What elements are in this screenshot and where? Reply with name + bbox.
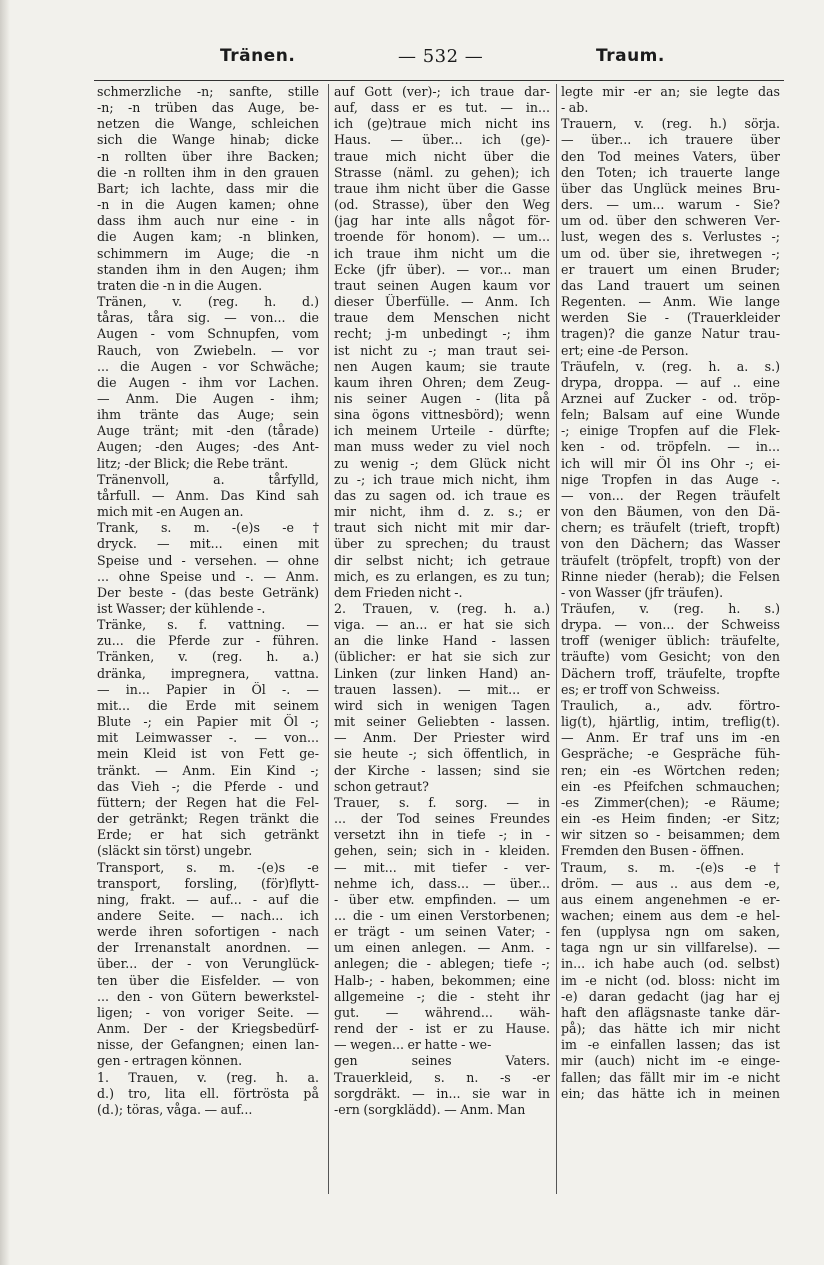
text-line: - ab.: [561, 100, 589, 116]
text-line: fallen; das fällt mir im -e nicht: [561, 1069, 780, 1085]
text-line: es; er troff von Schweiss.: [561, 681, 721, 697]
text-line: gehen, sein; sich in - kleiden.: [334, 843, 550, 859]
text-line: 1. Trauen, v. (reg. h. a.: [97, 1069, 319, 1085]
text-line: Gespräche; -e Gespräche füh-: [561, 746, 780, 762]
text-line: haft den aflägsnaste tanke där-: [561, 1004, 780, 1020]
text-line: die -n rollten ihm in den grauen: [97, 164, 319, 180]
text-line: ein -es Heim finden; -er Sitz;: [561, 811, 780, 827]
text-line: -n rollten über ihre Backen;: [97, 148, 319, 164]
text-line: traue mich nicht über die: [334, 148, 550, 164]
text-line: allgemeine -; die - steht ihr: [334, 988, 550, 1004]
text-line: dieser Überfülle. — Anm. Ich: [334, 294, 550, 310]
text-line: tåras, tåra sig. — von... die: [97, 310, 319, 326]
text-line: dröm. — aus .. aus dem -e,: [561, 875, 780, 891]
text-line: Traum, s. m. -(e)s -e†: [561, 859, 780, 875]
text-line: drypa, droppa. — auf .. eine: [561, 374, 780, 390]
text-line: — Anm. Die Augen - ihm;: [97, 390, 319, 406]
text-line: dryck. — mit... einen mit: [97, 536, 319, 552]
text-line: feln; Balsam auf eine Wunde: [561, 407, 780, 423]
text-line: ligen; - von voriger Seite. —: [97, 1004, 319, 1020]
text-line: Bart; ich lachte, dass mir die: [97, 180, 319, 196]
text-line: den Tod meines Vaters, über: [561, 148, 780, 164]
text-line: Augen; -den Auges; -des Ant-: [97, 439, 319, 455]
text-line: wird sich in wenigen Tagen: [334, 697, 550, 713]
text-line: schon getraut?: [334, 778, 429, 794]
text-line: der Irrenanstalt anordnen. —: [97, 940, 319, 956]
text-line: mich, es zu erlangen, es zu tun;: [334, 568, 550, 584]
text-line: nige Tropfen in das Auge -.: [561, 471, 780, 487]
text-line: auf Gott (ver)-; ich traue dar-: [334, 84, 550, 99]
text-line: Speise und - versehen. — ohne: [97, 552, 319, 568]
text-line: ken - od. tröpfeln. — in...: [561, 439, 780, 455]
text-line: — Anm. Er traf uns im -en: [561, 730, 780, 746]
text-line: ich (ge)traue mich nicht ins: [334, 116, 550, 132]
text-line: ren; ein -es Wörtchen reden;: [561, 762, 780, 778]
text-line: taga ngn ur sin villfarelse). —: [561, 940, 780, 956]
text-line: ich meinem Urteile - dürfte;: [334, 423, 550, 439]
text-line: mit seiner Geliebten - lassen.: [334, 714, 550, 730]
text-line: — von... der Regen träufelt: [561, 487, 780, 503]
text-line: -n in die Augen kamen; ohne: [97, 197, 319, 213]
text-line: trauen lassen). — mit... er: [334, 681, 550, 697]
text-line: Erde; er hat sich getränkt: [97, 827, 319, 843]
text-line: im -e einfallen lassen; das ist: [561, 1037, 780, 1053]
page-header: [96, 46, 796, 74]
text-line: rend der - ist er zu Hause.: [334, 1021, 550, 1037]
text-line: gen seines Vaters.: [334, 1053, 550, 1069]
text-line: ihm tränte das Auge; sein: [97, 407, 319, 423]
text-line: werde ihren sofortigen - nach: [97, 924, 319, 940]
text-line: sina ögons vittnesbörd); wenn: [334, 407, 550, 423]
text-line: -ern (sorgklädd). — Anm. Man: [334, 1101, 526, 1117]
text-line: über zu sprechen; du traust: [334, 536, 550, 552]
text-line: -es Zimmer(chen); -e Räume;: [561, 794, 780, 810]
text-line: der getränkt; Regen tränkt die: [97, 811, 319, 827]
text-line: tränkt. — Anm. Ein Kind -;: [97, 762, 319, 778]
text-line: schmerzliche -n; sanfte, stille: [97, 84, 319, 99]
text-line: mir (auch) nicht im -e einge-: [561, 1053, 780, 1069]
text-line: werden Sie - (Trauerkleider: [561, 310, 780, 326]
text-line: das Vieh -; die Pferde - und: [97, 778, 319, 794]
text-line: tragen)? die ganze Natur trau-: [561, 326, 780, 342]
text-line: — mit... mit tiefer - ver-: [334, 859, 550, 875]
text-line: ein; das hätte ich in meinen: [561, 1085, 780, 1101]
text-line: litz; -der Blick; die Rebe tränt.: [97, 455, 289, 471]
text-line: anlegen; die - ablegen; tiefe -;: [334, 956, 550, 972]
text-line: im -e nicht (od. bloss: nicht im: [561, 972, 780, 988]
text-line: Halb-; - haben, bekommen; eine: [334, 972, 550, 988]
text-line: nehme ich, dass... — über...: [334, 875, 550, 891]
text-line: zu -; ich traue mich nicht, ihm: [334, 471, 550, 487]
text-line: Tränken, v. (reg. h. a.): [97, 649, 319, 665]
text-line: Auge tränt; mit -den (tårade): [97, 423, 319, 439]
text-line: Linken (zur linken Hand) an-: [334, 665, 550, 681]
text-line: Tränke, s. f. vattning. —: [97, 617, 319, 633]
text-line: Der beste - (das beste Getränk): [97, 584, 319, 600]
text-line: wachen; einem aus dem -e hel-: [561, 907, 780, 923]
text-line: (släckt sin törst) ungebr.: [97, 843, 253, 859]
text-line: standen ihm in den Augen; ihm: [97, 261, 319, 277]
column-divider: [556, 84, 557, 1194]
text-line: mich mit -en Augen an.: [97, 504, 244, 520]
text-line: den Toten; ich trauerte lange: [561, 164, 780, 180]
text-line: chern; es träufelt (trieft, tropft): [561, 520, 780, 536]
text-line: nen Augen kaum; sie traute: [334, 358, 550, 374]
text-line: Rinne nieder (herab); die Felsen: [561, 568, 780, 584]
text-line: das zu sagen od. ich traue es: [334, 487, 550, 503]
text-line: von den Dächern; das Wasser: [561, 536, 780, 552]
text-line: ... die - um einen Verstorbenen;: [334, 907, 550, 923]
text-line: mein Kleid ist von Fett ge-: [97, 746, 319, 762]
text-line: — Anm. Der Priester wird: [334, 730, 550, 746]
text-line: Trauern, v. (reg. h.) sörja.: [561, 116, 780, 132]
text-line: auf, dass er es tut. — in...: [334, 100, 550, 116]
text-line: Träufeln, v. (reg. h. a. s.): [561, 358, 780, 374]
text-line: — wegen... er hatte - we-: [334, 1037, 492, 1053]
text-line: mit... die Erde mit seinem: [97, 697, 319, 713]
text-line: drypa. — von... der Schweiss: [561, 617, 780, 633]
text-line: traue ihm nicht über die Gasse: [334, 180, 550, 196]
text-line: 2. Trauen, v. (reg. h. a.): [334, 601, 550, 616]
text-line: er trauert um einen Bruder;: [561, 261, 780, 277]
page-edge-shadow: [0, 0, 10, 1265]
text-line: ert; eine -de Person.: [561, 342, 689, 358]
text-line: schimmern im Auge; die -n: [97, 245, 319, 261]
text-line: legte mir -er an; sie legte das: [561, 84, 780, 99]
text-line: aus einem angenehmen -e er-: [561, 891, 780, 907]
header-rule: [94, 80, 784, 81]
text-line: mit Leimwasser -. — von...: [97, 730, 319, 746]
text-line: tårfull. — Anm. Das Kind sah: [97, 487, 319, 503]
text-line: traue dem Menschen nicht: [334, 310, 550, 326]
text-line: träufte) vom Gesicht; von den: [561, 649, 780, 665]
text-line: fen (upplysa ngn om saken,: [561, 924, 780, 940]
text-line: die Augen kam; -n blinken,: [97, 229, 319, 245]
text-line: Traulich, a., adv. förtro-: [561, 697, 780, 713]
text-line: Tränen, v. (reg. h. d.): [97, 294, 319, 310]
text-line: -n; -n trüben das Auge, be-: [97, 100, 319, 116]
text-line: dem Frieden nicht -.: [334, 584, 463, 600]
text-line: Trauerkleid, s. n. -s -er: [334, 1069, 550, 1085]
header-first-entry: Tränen.: [220, 46, 296, 66]
text-line: troff (weniger üblich: träufelte,: [561, 633, 780, 649]
text-line: Strasse (näml. zu gehen); ich: [334, 164, 550, 180]
text-line: der Kirche - lassen; sind sie: [334, 762, 550, 778]
text-line: versetzt ihn in tiefe -; in -: [334, 827, 550, 843]
text-line: — über... ich trauere über: [561, 132, 780, 148]
text-line: -; einige Tropfen auf die Flek-: [561, 423, 780, 439]
text-line: über... der - von Verunglück-: [97, 956, 319, 972]
text-line: über das Unglück meines Bru-: [561, 180, 780, 196]
text-line: kaum ihren Ohren; dem Zeug-: [334, 374, 550, 390]
text-line: ten über die Eisfelder. — von: [97, 972, 319, 988]
text-line: traten die -n in die Augen.: [97, 277, 263, 293]
text-line: gen - ertragen können.: [97, 1053, 243, 1069]
text-line: man muss weder zu viel noch: [334, 439, 550, 455]
text-line: mir nicht, ihm d. z. s.; er: [334, 504, 550, 520]
text-line: ein -es Pfeifchen schmauchen;: [561, 778, 780, 794]
text-line: d.) tro, lita ell. förtrösta på: [97, 1085, 319, 1101]
text-line: traut seinen Augen kaum vor: [334, 277, 550, 293]
text-line: Transport, s. m. -(e)s -e: [97, 859, 319, 875]
text-line: Anm. Der - der Kriegsbedürf-: [97, 1021, 319, 1037]
text-line: recht; j-m unbedingt -; ihm: [334, 326, 550, 342]
text-line: nisse, der Gefangnen; einen lan-: [97, 1037, 319, 1053]
text-line: um od. über sie, ihretwegen -;: [561, 245, 780, 261]
text-line: ... ohne Speise und -. — Anm.: [97, 568, 319, 584]
text-line: er trägt - um seinen Vater; -: [334, 924, 550, 940]
page-number: — 532 —: [398, 46, 484, 67]
text-line: lig(t), hjärtlig, intim, treflig(t).: [561, 714, 780, 730]
text-line: - über etw. empfinden. — um: [334, 891, 550, 907]
text-line: Arznei auf Zucker - od. tröp-: [561, 390, 780, 406]
text-line: (üblicher: er hat sie sich zur: [334, 649, 550, 665]
text-line: dränka, impregnera, vattna.: [97, 665, 319, 681]
text-line: sie heute -; sich öffentlich, in: [334, 746, 550, 762]
text-column-2: [334, 84, 550, 1118]
text-line: ning, frakt. — auf... - auf die: [97, 891, 319, 907]
text-line: Träufen, v. (reg. h. s.): [561, 601, 780, 616]
text-line: wir sitzen so - beisammen; dem: [561, 827, 780, 843]
text-line: Fremden den Busen - öffnen.: [561, 843, 745, 859]
text-line: netzen die Wange, schleichen: [97, 116, 319, 132]
text-line: in... ich habe auch (od. selbst): [561, 956, 780, 972]
text-line: um od. über den schweren Ver-: [561, 213, 780, 229]
text-line: Haus. — über... ich (ge)-: [334, 132, 550, 148]
text-line: (jag har inte alls något för-: [334, 213, 550, 229]
text-line: zu... die Pferde zur - führen.: [97, 633, 319, 649]
column-divider: [328, 84, 329, 1194]
text-line: troende för honom). — um...: [334, 229, 550, 245]
text-line: — in... Papier in Öl -. —: [97, 681, 319, 697]
text-line: von den Bäumen, von den Dä-: [561, 504, 780, 520]
text-line: füttern; der Regen hat die Fel-: [97, 794, 319, 810]
text-line: um einen anlegen. — Anm. -: [334, 940, 550, 956]
text-column-3: [561, 84, 780, 1102]
text-line: viga. — an... er hat sie sich: [334, 617, 550, 633]
text-line: ich will mir Öl ins Ohr -; ei-: [561, 455, 780, 471]
header-last-entry: Traum.: [596, 46, 665, 66]
text-line: ... die Augen - vor Schwäche;: [97, 358, 319, 374]
text-line: sorgdräkt. — in... sie war in: [334, 1085, 550, 1101]
text-line: andere Seite. — nach... ich: [97, 907, 319, 923]
text-line: Ecke (jfr über). — vor... man: [334, 261, 550, 277]
text-line: transport, forsling, (för)flytt-: [97, 875, 319, 891]
text-line: -e) daran gedacht (jag har ej: [561, 988, 780, 1004]
text-line: ich traue ihm nicht um die: [334, 245, 550, 261]
text-line: Regenten. — Anm. Wie lange: [561, 294, 780, 310]
text-line: - von Wasser (jfr träufen).: [561, 584, 724, 600]
text-line: Dächern troff, träufelte, tropfte: [561, 665, 780, 681]
text-line: die Augen - ihm vor Lachen.: [97, 374, 319, 390]
text-line: sich die Wange hinab; dicke: [97, 132, 319, 148]
text-line: dass ihm auch nur eine - in: [97, 213, 319, 229]
text-line: lust, wegen des s. Verlustes -;: [561, 229, 780, 245]
text-line: Augen - vom Schnupfen, vom: [97, 326, 319, 342]
text-line: ders. — um... warum - Sie?: [561, 197, 780, 213]
text-line: Rauch, von Zwiebeln. — vor: [97, 342, 319, 358]
text-line: träufelt (tröpfelt, tropft) von der: [561, 552, 780, 568]
text-line: ... der Tod seines Freundes: [334, 811, 550, 827]
text-line: gut. — während... wäh-: [334, 1004, 550, 1020]
text-line: an die linke Hand - lassen: [334, 633, 550, 649]
text-line: (d.); töras, våga. — auf...: [97, 1101, 253, 1117]
text-line: Trauer, s. f. sorg. — in: [334, 794, 550, 810]
text-line: ist Wasser; der kühlende -.: [97, 601, 266, 616]
text-column-1: [97, 84, 319, 1118]
text-line: (od. Strasse), über den Weg: [334, 197, 550, 213]
text-line: ist nicht zu -; man traut sei-: [334, 342, 550, 358]
text-line: traut sich nicht mit mir dar-: [334, 520, 550, 536]
text-line: på); das hätte ich mir nicht: [561, 1021, 780, 1037]
text-line: dir selbst nicht; ich getraue: [334, 552, 550, 568]
text-line: nis seiner Augen - (lita på: [334, 390, 550, 406]
text-line: das Land trauert um seinen: [561, 277, 780, 293]
text-line: Tränenvoll, a. tårfylld,: [97, 471, 319, 487]
text-line: zu wenig -; dem Glück nicht: [334, 455, 550, 471]
text-line: Trank, s. m. -(e)s -e†: [97, 520, 319, 536]
text-line: ... den - von Gütern bewerkstel-: [97, 988, 319, 1004]
text-line: Blute -; ein Papier mit Öl -;: [97, 714, 319, 730]
